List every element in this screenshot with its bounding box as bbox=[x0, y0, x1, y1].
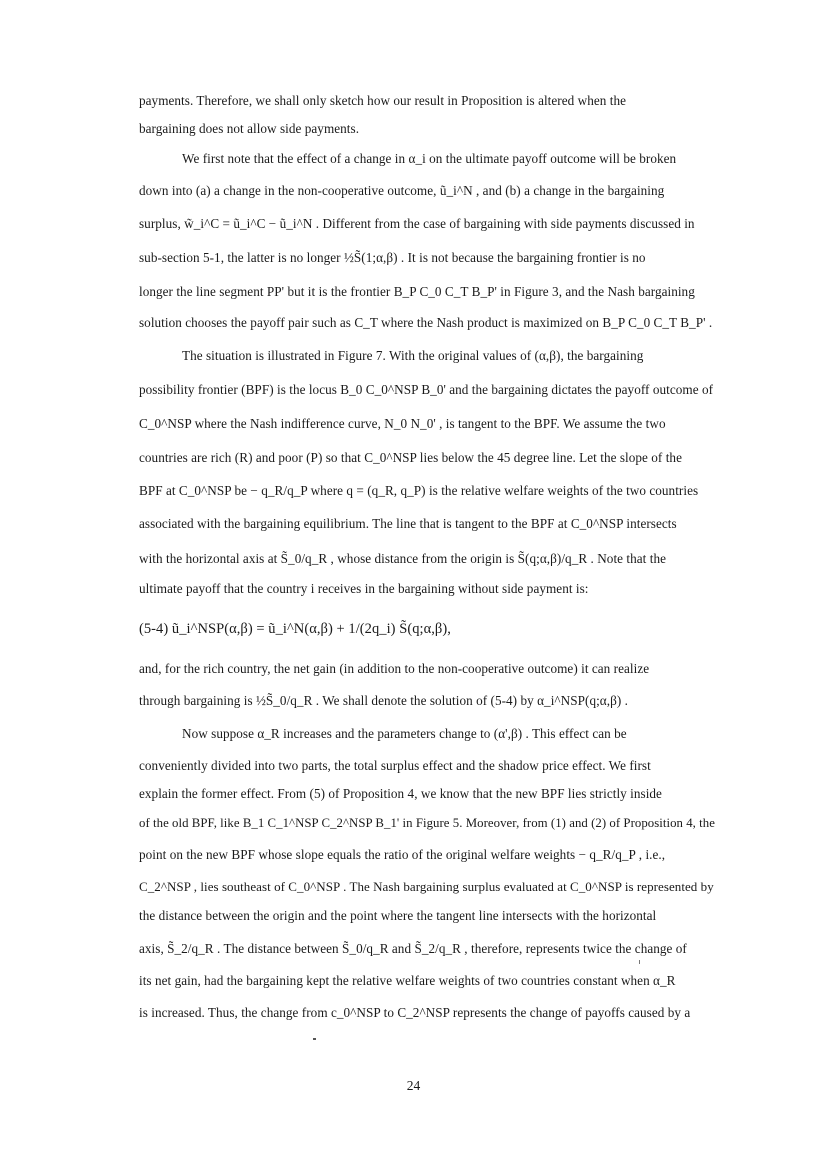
text-line: associated with the bargaining equilibrium. The line that is tangent to the BPF at C_0^NSP intersects bbox=[139, 516, 677, 531]
text-line: bargaining does not allow side payments. bbox=[139, 121, 360, 136]
text-line: with the horizontal axis at S̃_0/q_R , whose distance from the origin is S̃(q;α,β)/q_R . Note that the bbox=[139, 551, 666, 566]
text-line: axis, S̃_2/q_R . The distance between S̃_0/q_R and S̃_2/q_R , therefore, represents twice the change of bbox=[139, 941, 687, 956]
text-line: longer the line segment PP' but it is the frontier B_P C_0 C_T B_P' in Figure 3, and the Nash bargaining bbox=[139, 284, 695, 299]
text-line: surplus, w̃_i^C = ũ_i^C − ũ_i^N . Different from the case of bargaining with side payments discussed in bbox=[139, 216, 695, 231]
text-line: conveniently divided into two parts, the total surplus effect and the shadow price effect. We first bbox=[139, 758, 651, 773]
text-line: down into (a) a change in the non-cooperative outcome, ũ_i^N , and (b) a change in the bargaining bbox=[139, 183, 665, 198]
text-line: ultimate payoff that the country i receives in the bargaining without side payment is: bbox=[139, 581, 589, 596]
text-line: possibility frontier (BPF) is the locus B_0 C_0^NSP B_0' and the bargaining dictates the payoff outcome of bbox=[139, 382, 714, 397]
scan-speck bbox=[313, 1038, 316, 1040]
page-number: 24 bbox=[406, 1078, 421, 1093]
text-line: solution chooses the payoff pair such as C_T where the Nash product is maximized on B_P C_0 C_T B_P' . bbox=[139, 315, 713, 330]
text-line: is increased. Thus, the change from c_0^NSP to C_2^NSP represents the change of payoffs caused by a bbox=[139, 1005, 691, 1020]
text-line: through bargaining is ½S̃_0/q_R . We shall denote the solution of (5-4) by α_i^NSP(q;α,β) . bbox=[139, 693, 628, 708]
text-line: the distance between the origin and the point where the tangent line intersects with the horizontal bbox=[139, 908, 657, 923]
text-line: countries are rich (R) and poor (P) so that C_0^NSP lies below the 45 degree line. Let the slope of the bbox=[139, 450, 682, 465]
text-line: its net gain, had the bargaining kept the relative welfare weights of two countries constant when α_R bbox=[139, 973, 676, 988]
text-line: sub-section 5-1, the latter is no longer ½S̃(1;α,β) . It is not because the bargaining frontier is no bbox=[139, 250, 646, 265]
text-line: Now suppose α_R increases and the parameters change to (α',β) . This effect can be bbox=[182, 726, 627, 741]
text-line: C_0^NSP where the Nash indifference curve, N_0 N_0' , is tangent to the BPF. We assume the two bbox=[139, 416, 666, 431]
text-line: and, for the rich country, the net gain (in addition to the non-cooperative outcome) it can realize bbox=[139, 661, 650, 676]
text-line: of the old BPF, like B_1 C_1^NSP C_2^NSP B_1' in Figure 5. Moreover, from (1) and (2) of Proposition 4, the bbox=[139, 816, 715, 830]
equation-5-4: (5-4) ũ_i^NSP(α,β) = ũ_i^N(α,β) + 1/(2q_i) S̃(q;α,β), bbox=[139, 621, 451, 637]
text-line: C_2^NSP , lies southeast of C_0^NSP . The Nash bargaining surplus evaluated at C_0^NSP is represented by bbox=[139, 879, 714, 894]
text-line: BPF at C_0^NSP be − q_R/q_P where q = (q_R, q_P) is the relative welfare weights of the two countries bbox=[139, 483, 699, 498]
text-line: payments. Therefore, we shall only sketch how our result in Proposition is altered when the bbox=[139, 93, 627, 108]
text-line: The situation is illustrated in Figure 7. With the original values of (α,β), the bargaining bbox=[182, 348, 644, 363]
text-line: We first note that the effect of a change in α_i on the ultimate payoff outcome will be broken bbox=[182, 151, 677, 166]
scan-speck bbox=[639, 960, 640, 964]
text-line: point on the new BPF whose slope equals the ratio of the original welfare weights − q_R/q_P , i.e., bbox=[139, 847, 666, 862]
text-line: explain the former effect. From (5) of Proposition 4, we know that the new BPF lies strictly inside bbox=[139, 786, 662, 801]
